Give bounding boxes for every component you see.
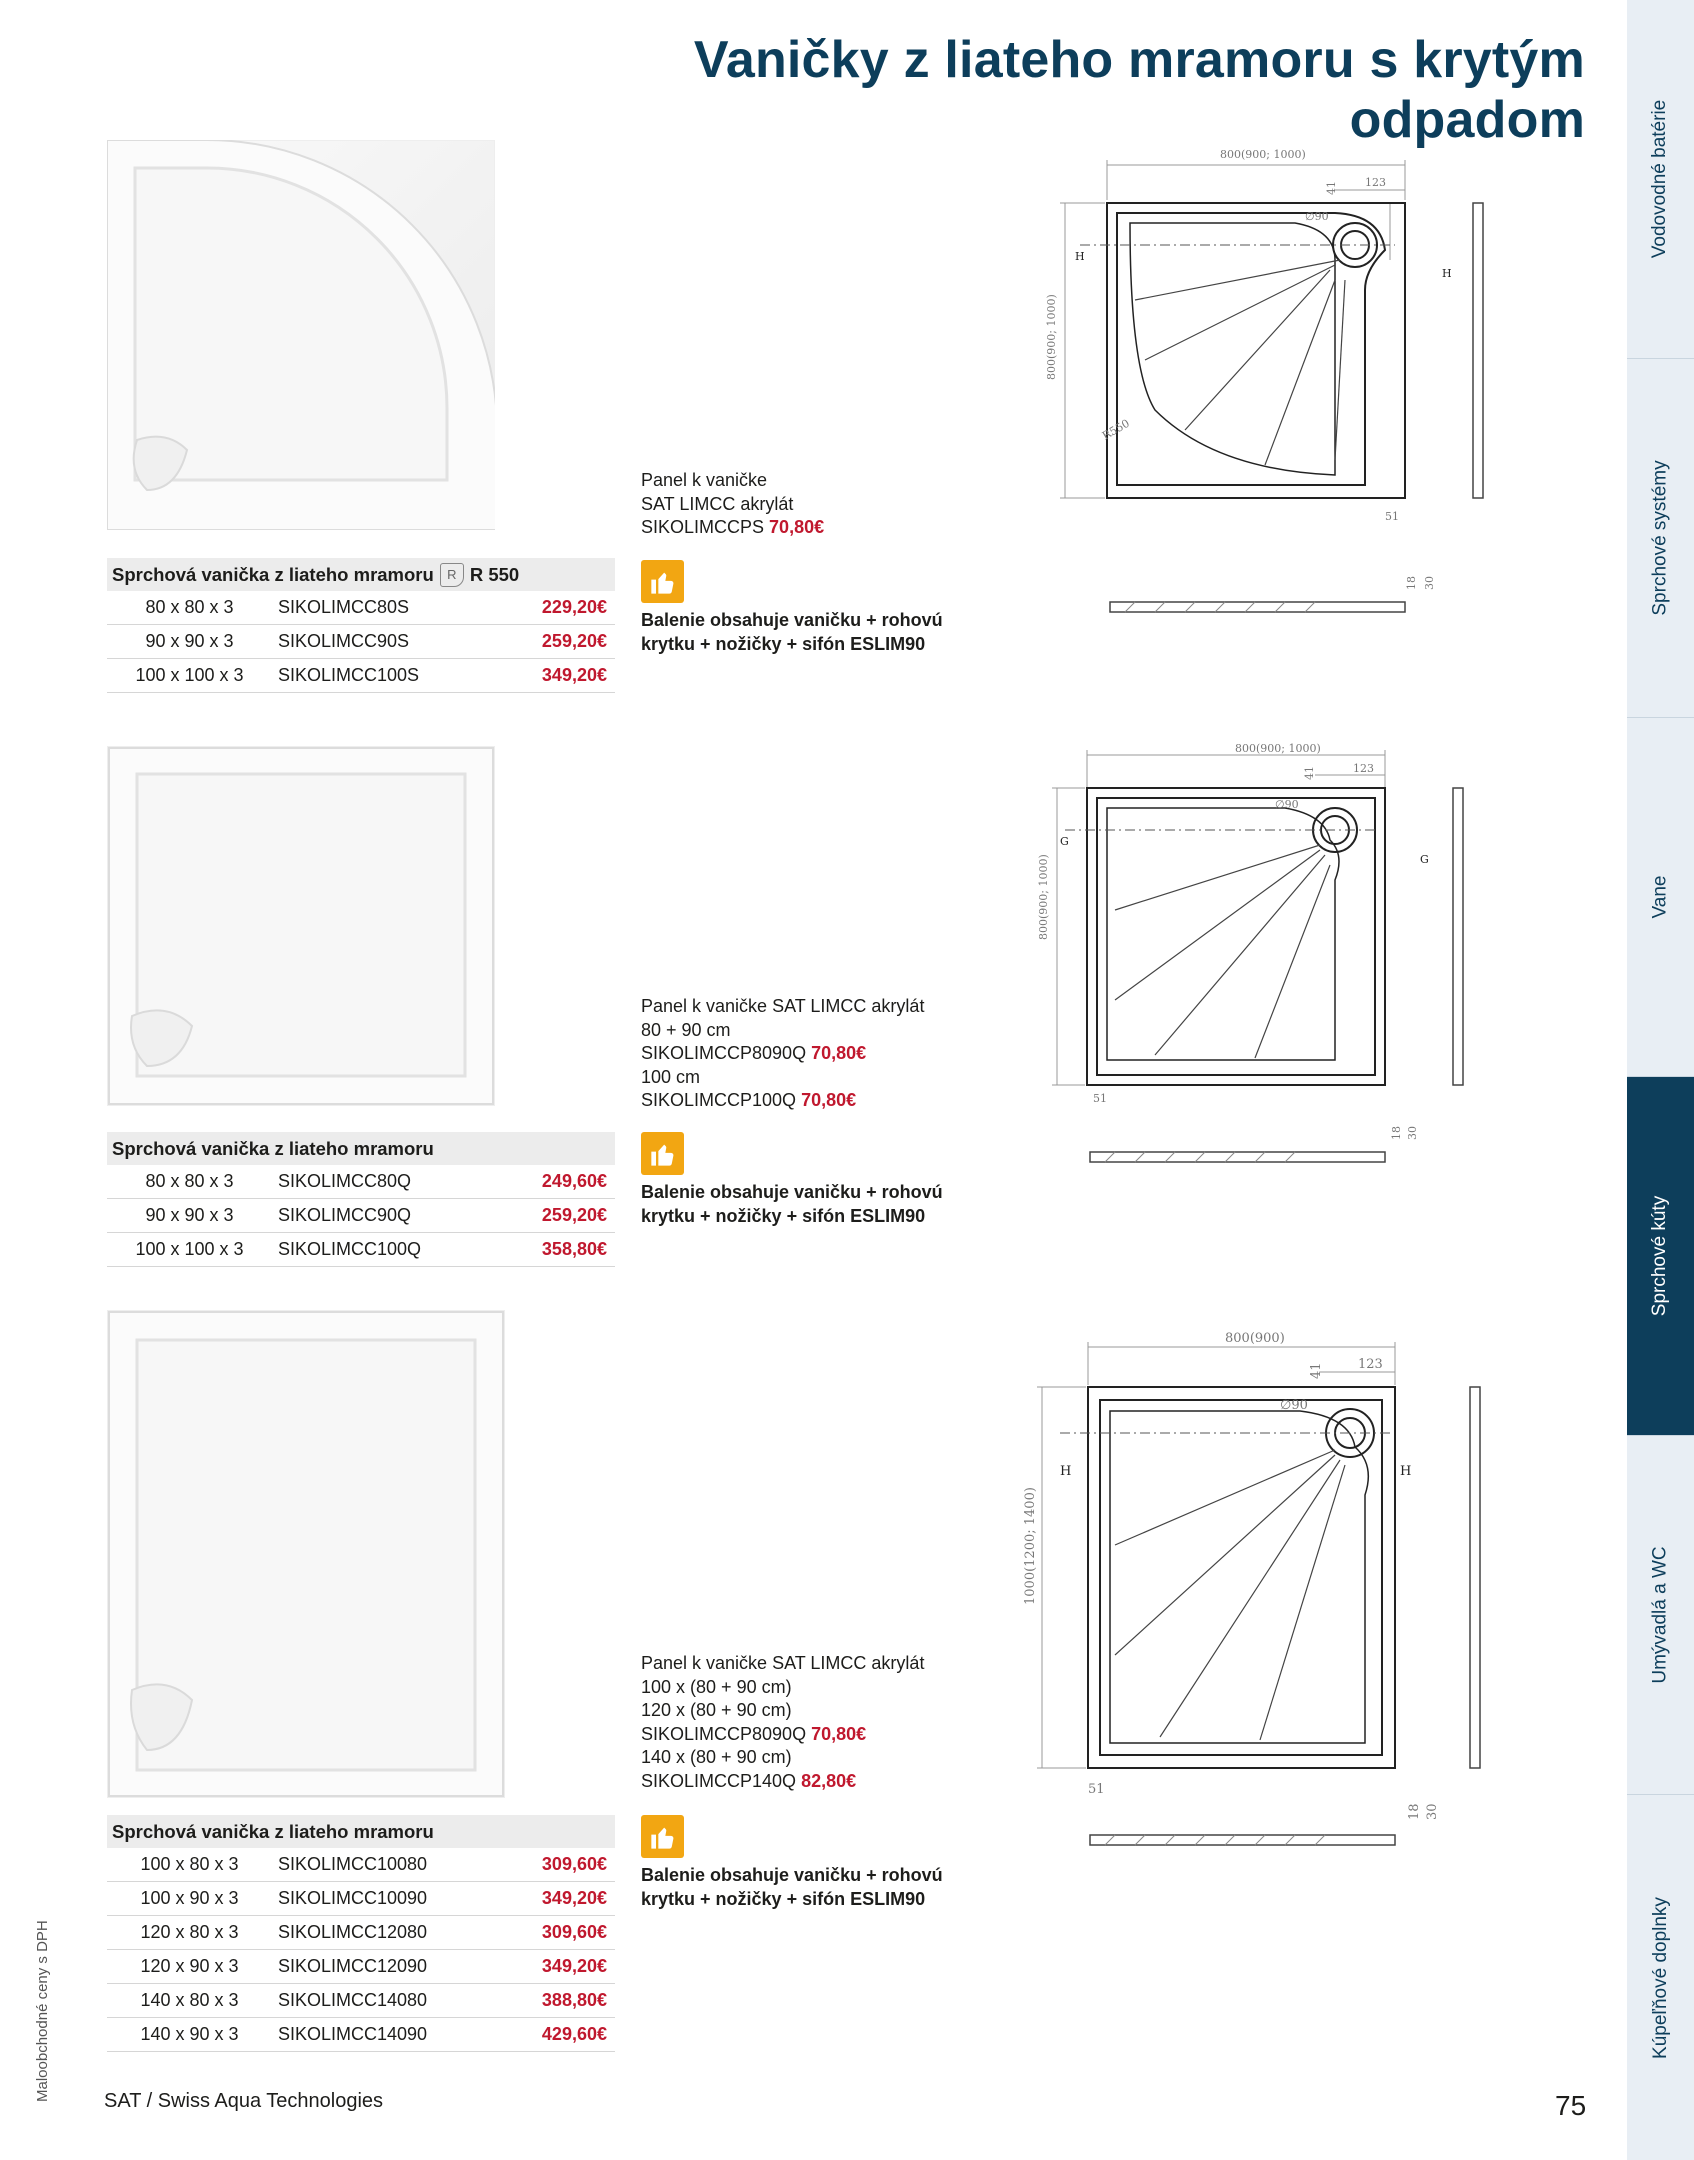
dimension: 100 x 100 x 3 — [135, 1239, 244, 1259]
svg-text:51: 51 — [1088, 1782, 1105, 1797]
price: 358,80€ — [541, 1239, 607, 1259]
price-note: Maloobchodné ceny s DPH — [34, 1920, 51, 2102]
dimension: 90 x 90 x 3 — [145, 1205, 234, 1225]
product-table-square — [107, 1132, 615, 1267]
drawing-height-label: 1000(1200; 1400) — [1023, 1487, 1038, 1605]
svg-text:123: 123 — [1358, 1357, 1383, 1372]
panel-line: SIKOLIMCCP8090Q 70,80€ — [641, 1723, 867, 1744]
table-header-label: Sprchová vanička z liateho mramoru — [112, 1137, 434, 1159]
svg-text:∅90: ∅90 — [1275, 798, 1299, 811]
panel-line: SIKOLIMCCPS 70,80€ — [641, 517, 825, 537]
table-row — [107, 591, 615, 625]
package-contents: Balenie obsahuje vaničku + rohovú krytku + nožičky + sifón ESLIM90 — [641, 1182, 943, 1226]
product-code: SIKOLIMCC100S — [278, 665, 420, 685]
product-code: SIKOLIMCC80S — [278, 597, 410, 617]
product-code: SIKOLIMCC80Q — [278, 1171, 412, 1191]
svg-text:H: H — [1060, 1464, 1072, 1479]
table-row — [107, 2018, 615, 2052]
panel-line: 120 x (80 + 90 cm) — [641, 1700, 792, 1720]
drawing-width-label: 800(900; 1000) — [1235, 742, 1321, 755]
dimension: 100 x 90 x 3 — [140, 1888, 239, 1908]
svg-text:18: 18 — [1405, 576, 1418, 590]
product-photo-square-tray — [107, 746, 495, 1106]
drawing-width-label: 800(900) — [1225, 1331, 1285, 1346]
tab-sprchove-kuty[interactable]: Sprchové kúty — [1627, 1077, 1694, 1436]
price: 309,60€ — [541, 1922, 607, 1942]
price: 388,80€ — [541, 1990, 607, 2010]
price: 349,20€ — [541, 1956, 607, 1976]
svg-text:H: H — [1400, 1464, 1412, 1479]
price: 259,20€ — [541, 1205, 607, 1225]
package-contents: Balenie obsahuje vaničku + rohovú krytku + nožičky + sifón ESLIM90 — [641, 1865, 943, 1909]
product-code: SIKOLIMCC10080 — [278, 1854, 428, 1874]
price: 259,20€ — [541, 631, 607, 651]
product-photo-rectangular-tray — [107, 1310, 505, 1798]
footer-brand: SAT / Swiss Aqua Technologies — [104, 2090, 384, 2112]
panel-line: Panel k vaničke SAT LIMCC akrylát — [641, 996, 925, 1016]
panel-line: Panel k vaničke SAT LIMCC akrylát — [641, 1653, 925, 1673]
panel-line: SAT LIMCC akrylát — [641, 493, 794, 514]
dimension: 90 x 90 x 3 — [145, 631, 234, 651]
svg-text:41: 41 — [1309, 1362, 1324, 1379]
svg-text:51: 51 — [1385, 510, 1399, 523]
panel-line: 140 x (80 + 90 cm) — [641, 1747, 792, 1767]
table-header-label: Sprchová vanička z liateho mramoru — [112, 1820, 434, 1842]
svg-text:∅90: ∅90 — [1280, 1398, 1308, 1413]
dimension: 140 x 90 x 3 — [140, 2024, 239, 2044]
svg-text:123: 123 — [1365, 176, 1386, 189]
price: 309,60€ — [541, 1854, 607, 1874]
dimension: 100 x 100 x 3 — [135, 665, 244, 685]
package-contents: Balenie obsahuje vaničku + rohovú krytku + nožičky + sifón ESLIM90 — [641, 610, 943, 654]
table-header — [107, 558, 615, 591]
price: 229,20€ — [541, 597, 607, 617]
svg-text:30: 30 — [1406, 1126, 1419, 1140]
svg-text:G: G — [1420, 853, 1429, 866]
tab-vane[interactable]: Vane — [1627, 718, 1694, 1077]
product-code: SIKOLIMCC10090 — [278, 1888, 428, 1908]
panel-info — [641, 1652, 924, 1793]
table-row — [107, 1950, 615, 1984]
table-row — [107, 1882, 615, 1916]
product-table-rectangular — [107, 1815, 615, 2052]
page-number: 75 — [1555, 2090, 1587, 2121]
svg-text:123: 123 — [1353, 762, 1374, 775]
product-photo-quadrant-tray — [107, 140, 495, 530]
dimension: 120 x 80 x 3 — [140, 1922, 239, 1942]
tab-umyvadla-a-wc[interactable]: Umývadlá a WC — [1627, 1436, 1694, 1795]
technical-drawing-rectangular — [1020, 1325, 1495, 1865]
table-header — [107, 1132, 615, 1165]
product-code: SIKOLIMCC12090 — [278, 1956, 428, 1976]
panel-line: SIKOLIMCCP8090Q 70,80€ — [641, 1043, 867, 1063]
table-header — [107, 1815, 615, 1848]
dimension: 100 x 80 x 3 — [140, 1854, 239, 1874]
product-code: SIKOLIMCC90S — [278, 631, 410, 651]
thumbs-up-icon — [641, 1815, 684, 1858]
category-sidebar — [1627, 0, 1694, 2160]
technical-drawing-quadrant — [1035, 140, 1495, 630]
svg-text:30: 30 — [1423, 576, 1436, 590]
svg-text:51: 51 — [1093, 1092, 1107, 1105]
product-table-quadrant — [107, 558, 615, 693]
product-code: SIKOLIMCC12080 — [278, 1922, 428, 1942]
svg-text:30: 30 — [1425, 1803, 1440, 1820]
thumbs-up-icon — [641, 560, 684, 603]
dimension: 140 x 80 x 3 — [140, 1990, 239, 2010]
tab-kupelnove-doplnky[interactable]: Kúpeľňové doplnky — [1649, 1896, 1671, 2059]
table-row — [107, 1233, 615, 1267]
table-row — [107, 1916, 615, 1950]
svg-text:41: 41 — [1325, 181, 1338, 195]
dimension: 80 x 80 x 3 — [145, 1171, 234, 1191]
drawing-height-label: 800(900; 1000) — [1045, 294, 1058, 380]
product-code: SIKOLIMCC14080 — [278, 1990, 428, 2010]
panel-line: 80 + 90 cm — [641, 1019, 731, 1040]
svg-text:G: G — [1060, 835, 1069, 848]
svg-text:H: H — [1075, 250, 1085, 263]
svg-text:18: 18 — [1407, 1803, 1422, 1820]
svg-text:∅90: ∅90 — [1305, 210, 1329, 223]
product-code: SIKOLIMCC14090 — [278, 2024, 428, 2044]
svg-text:41: 41 — [1303, 766, 1316, 780]
thumbs-up-icon — [641, 1132, 684, 1175]
table-row — [107, 1199, 615, 1233]
price: 249,60€ — [541, 1171, 607, 1191]
tab-vodovodne-baterie[interactable]: Vodovodné batérie — [1627, 0, 1694, 359]
slip-rating-icon: R — [440, 563, 464, 587]
page-title: Vaničky z liateho mramoru s krytým odpadom — [693, 31, 1585, 149]
table-row — [107, 625, 615, 659]
table-row — [107, 1848, 615, 1882]
panel-line: 100 cm — [641, 1066, 701, 1087]
svg-text:R550: R550 — [1100, 416, 1132, 443]
product-code: SIKOLIMCC100Q — [278, 1239, 422, 1259]
panel-info — [641, 995, 924, 1113]
panel-line: Panel k vaničke — [641, 470, 768, 490]
panel-info — [641, 469, 824, 540]
drawing-width-label: 800(900; 1000) — [1220, 148, 1306, 161]
price: 349,20€ — [541, 1888, 607, 1908]
dimension: 80 x 80 x 3 — [145, 597, 234, 617]
technical-drawing-square — [1035, 740, 1495, 1180]
price: 349,20€ — [541, 665, 607, 685]
svg-text:H: H — [1442, 267, 1452, 280]
table-row — [107, 659, 615, 693]
table-row — [107, 1165, 615, 1199]
dimension: 120 x 90 x 3 — [140, 1956, 239, 1976]
panel-line: 100 x (80 + 90 cm) — [641, 1676, 792, 1697]
radius-label: R 550 — [469, 563, 520, 585]
panel-line: SIKOLIMCCP100Q 70,80€ — [641, 1090, 857, 1110]
panel-line: SIKOLIMCCP140Q 82,80€ — [641, 1770, 857, 1791]
tab-sprchove-systemy[interactable]: Sprchové systémy — [1627, 359, 1694, 718]
product-code: SIKOLIMCC90Q — [278, 1205, 412, 1225]
svg-text:18: 18 — [1390, 1126, 1403, 1140]
price: 429,60€ — [541, 2024, 607, 2044]
drawing-height-label: 800(900; 1000) — [1037, 854, 1050, 940]
table-header-label: Sprchová vanička z liateho mramoru — [112, 563, 434, 585]
table-row — [107, 1984, 615, 2018]
